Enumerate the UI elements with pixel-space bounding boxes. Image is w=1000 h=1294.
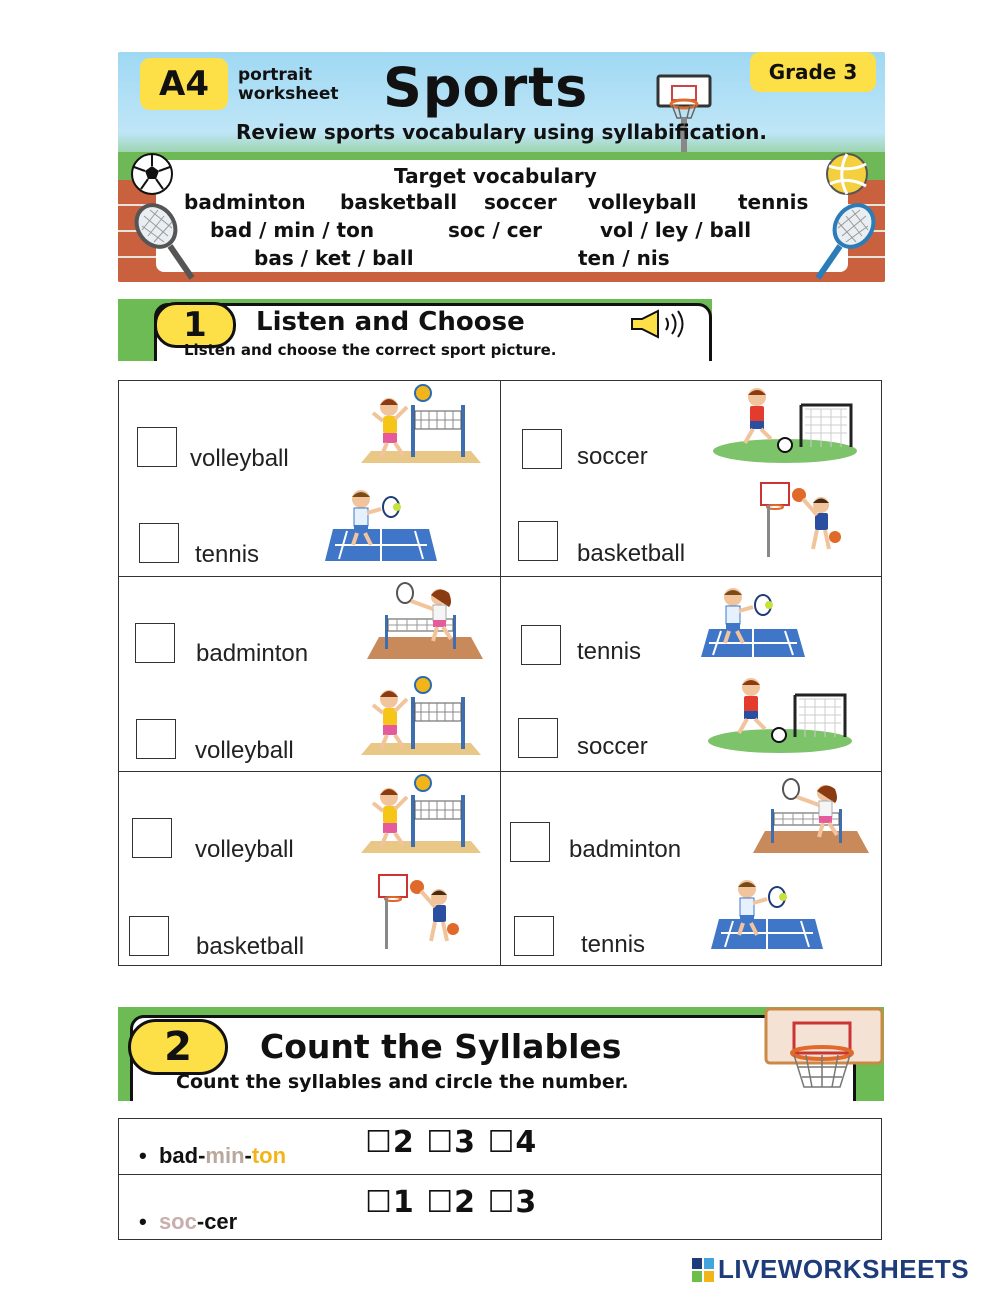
- listen-choose-grid: [118, 380, 882, 966]
- basketball-hoop-icon: [764, 1007, 884, 1101]
- option-word: volleyball: [195, 836, 294, 863]
- option-word: volleyball: [190, 445, 289, 472]
- soccer-picture[interactable]: [707, 673, 853, 755]
- syllable-part: cer: [204, 1209, 238, 1234]
- option-word: tennis: [577, 638, 642, 665]
- option-number[interactable]: 3: [515, 1185, 538, 1220]
- volleyball-picture[interactable]: [361, 773, 481, 859]
- option-checkbox[interactable]: ☐: [487, 1125, 516, 1160]
- grid-divider: [500, 381, 501, 965]
- grid-divider: [119, 771, 881, 772]
- vocab-word: volleyball: [588, 190, 697, 214]
- tennis-racket-icon: [132, 202, 202, 282]
- syllable-table: [118, 1118, 882, 1240]
- answer-checkbox[interactable]: [129, 916, 169, 956]
- option-number[interactable]: 1: [392, 1185, 415, 1220]
- option-word: volleyball: [195, 737, 294, 764]
- grid-divider: [119, 576, 881, 577]
- section-title: Listen and Choose: [256, 307, 525, 337]
- table-row: [119, 1175, 881, 1239]
- answer-checkbox[interactable]: [522, 429, 562, 469]
- section-subtitle: Listen and choose the correct sport picture.: [184, 341, 557, 359]
- liveworksheets-logo-icon: [692, 1258, 714, 1282]
- tennis-racket-icon: [808, 202, 878, 282]
- option-number[interactable]: 4: [515, 1125, 538, 1160]
- basketball-picture[interactable]: [755, 479, 851, 563]
- vocab-word: basketball: [340, 190, 458, 214]
- syllable-split: bas / ket / ball: [254, 246, 414, 270]
- answer-checkbox[interactable]: [514, 916, 554, 956]
- option-word: soccer: [577, 733, 648, 760]
- option-word: badminton: [196, 640, 309, 667]
- basketball-picture[interactable]: [373, 871, 469, 955]
- syllable-part: ton: [251, 1143, 287, 1168]
- volleyball-icon: [822, 152, 872, 196]
- badminton-picture[interactable]: [367, 579, 483, 663]
- answer-checkbox[interactable]: [510, 822, 550, 862]
- syllable-options: [365, 1125, 537, 1160]
- syllable-part: min: [205, 1143, 245, 1168]
- option-word: soccer: [577, 443, 648, 470]
- syllable-part: soc: [158, 1209, 197, 1234]
- syllable-word: • soc-cer: [139, 1209, 238, 1234]
- answer-checkbox[interactable]: [137, 427, 177, 467]
- option-checkbox[interactable]: ☐: [426, 1185, 455, 1220]
- page-title: Sports: [383, 56, 589, 119]
- option-checkbox[interactable]: ☐: [365, 1185, 393, 1220]
- tennis-picture[interactable]: [701, 583, 805, 661]
- option-word: basketball: [196, 933, 305, 960]
- section-subtitle: Count the syllables and circle the number.: [176, 1071, 629, 1093]
- volleyball-picture[interactable]: [361, 675, 481, 761]
- banner-subtitle: Review sports vocabulary using syllabification.: [235, 120, 767, 144]
- section-title: Count the Syllables: [260, 1027, 622, 1066]
- syllable-parts: [159, 1143, 286, 1168]
- syllable-split: bad / min / ton: [210, 218, 375, 242]
- syllable-split: soc / cer: [448, 218, 543, 242]
- answer-checkbox[interactable]: [521, 625, 561, 665]
- answer-checkbox[interactable]: [132, 818, 172, 858]
- option-number[interactable]: 2: [454, 1185, 477, 1220]
- speaker-icon[interactable]: [628, 309, 692, 339]
- vocab-word: badminton: [184, 190, 306, 214]
- answer-checkbox[interactable]: [518, 718, 558, 758]
- syllable-part: bad: [158, 1143, 199, 1168]
- syllable-split: ten / nis: [578, 246, 670, 270]
- syllable-parts: [159, 1209, 237, 1234]
- answer-checkbox[interactable]: [139, 523, 179, 563]
- section-1-header: [118, 299, 712, 361]
- answer-checkbox[interactable]: [518, 521, 558, 561]
- option-number[interactable]: 2: [392, 1125, 415, 1160]
- tennis-picture[interactable]: [325, 485, 437, 565]
- section-number: 1: [154, 302, 236, 348]
- soccer-ball-icon: [130, 152, 174, 196]
- portrait-worksheet-label: [238, 66, 358, 104]
- answer-checkbox[interactable]: [135, 623, 175, 663]
- syllable-part: -: [198, 1143, 206, 1168]
- a4-badge: A4: [140, 58, 228, 110]
- brand-name[interactable]: LIVEWORKSHEETS: [718, 1254, 970, 1284]
- option-word: tennis: [195, 541, 260, 568]
- vocab-title: Target vocabulary: [394, 164, 597, 188]
- vocab-word: soccer: [484, 190, 557, 214]
- syllable-options: [365, 1185, 537, 1220]
- table-row: [119, 1119, 881, 1174]
- option-word: tennis: [581, 931, 646, 958]
- soccer-picture[interactable]: [711, 385, 859, 465]
- badge-sub-1: portrait: [238, 65, 313, 85]
- grade-badge: Grade 3: [750, 52, 876, 92]
- section-2-header: [118, 1007, 884, 1101]
- option-number[interactable]: 3: [454, 1125, 477, 1160]
- tennis-picture[interactable]: [711, 877, 823, 953]
- volleyball-picture[interactable]: [361, 383, 481, 469]
- option-word: badminton: [569, 836, 682, 863]
- option-checkbox[interactable]: ☐: [365, 1125, 393, 1160]
- option-checkbox[interactable]: ☐: [487, 1185, 516, 1220]
- target-vocabulary-box: [156, 160, 848, 272]
- option-word: basketball: [577, 540, 686, 567]
- syllable-part: -: [244, 1143, 252, 1168]
- syllable-part: -: [196, 1209, 205, 1234]
- badminton-picture[interactable]: [753, 775, 869, 857]
- option-checkbox[interactable]: ☐: [426, 1125, 455, 1160]
- syllable-split: vol / ley / ball: [600, 218, 752, 242]
- syllable-word: • bad-min-ton: [139, 1143, 287, 1168]
- header-banner: [118, 52, 885, 282]
- badge-sub-2: worksheet: [238, 84, 339, 104]
- section-number: 2: [128, 1019, 228, 1075]
- answer-checkbox[interactable]: [136, 719, 176, 759]
- vocab-word: tennis: [738, 190, 809, 214]
